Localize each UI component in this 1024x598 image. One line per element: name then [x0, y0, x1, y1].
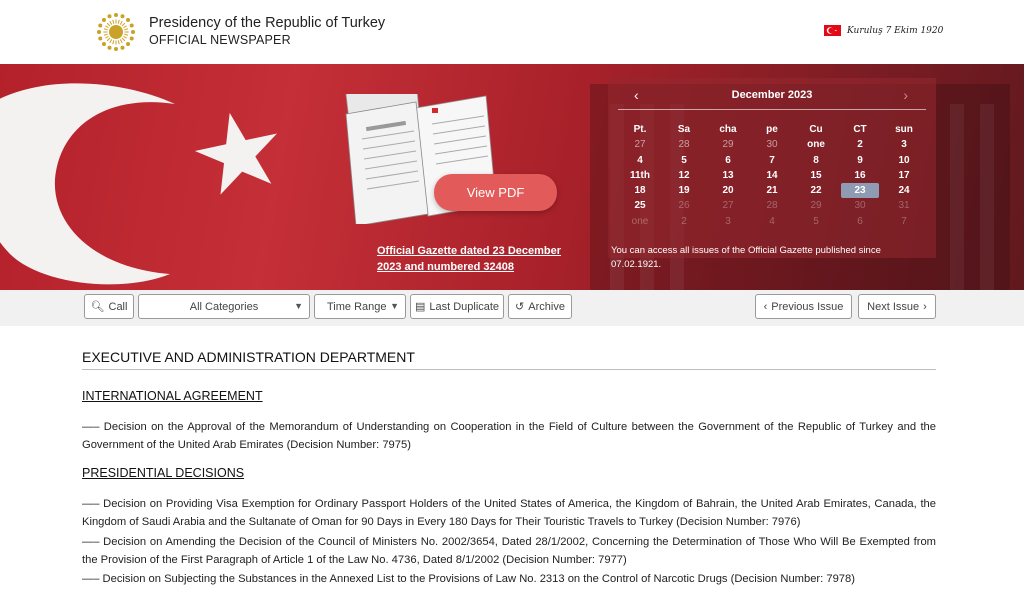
calendar-day[interactable]: 9 — [857, 154, 863, 166]
chevron-down-icon: ▼ — [390, 301, 399, 311]
calendar-prev-icon[interactable]: ‹ — [634, 87, 639, 103]
call-label: Call — [108, 300, 128, 313]
category-select-value: All Categories — [189, 300, 259, 313]
previous-issue-label: Previous Issue — [771, 300, 844, 313]
last-duplicate-label: Last Duplicate — [429, 300, 500, 313]
calendar-weekday: sun — [895, 124, 913, 135]
section-title-international-agreement[interactable]: INTERNATIONAL AGREEMENT — [82, 389, 263, 403]
calendar-day[interactable]: 16 — [854, 169, 866, 181]
calendar-day[interactable]: 29 — [722, 139, 734, 151]
issue-calendar — [608, 78, 936, 258]
time-range-select[interactable] — [314, 294, 406, 319]
calendar-day: 29 — [810, 200, 822, 212]
view-pdf-button[interactable]: View PDF — [434, 174, 557, 211]
calendar-weekday: Cu — [809, 124, 823, 135]
calendar-day[interactable]: one — [807, 139, 825, 151]
calendar-day[interactable]: 10 — [898, 154, 910, 166]
calendar-day: 31 — [898, 200, 910, 212]
hero-banner — [0, 64, 1024, 290]
gazette-issue-link[interactable]: Official Gazette dated 23 December 2023 and numbered 32408 — [377, 245, 562, 273]
category-select[interactable] — [138, 294, 310, 319]
calendar-day: one — [631, 215, 649, 227]
presidential-seal-icon[interactable] — [94, 10, 138, 54]
search-toolbar — [0, 290, 1024, 326]
calendar-day: 5 — [813, 215, 819, 227]
calendar-header — [618, 84, 926, 110]
calendar-day[interactable]: 8 — [813, 154, 819, 166]
archive-button[interactable] — [508, 294, 572, 319]
search-icon: 🔍︎ — [90, 301, 105, 313]
calendar-day[interactable]: 13 — [722, 169, 734, 181]
calendar-weekday: Pt. — [633, 124, 647, 135]
calendar-day[interactable]: 15 — [810, 169, 822, 181]
calendar-day[interactable]: 23 — [841, 183, 879, 198]
calendar-day[interactable]: 21 — [766, 185, 778, 197]
list-item[interactable]: —– Decision on Providing Visa Exemption for Ordinary Passport Holders of the United States of America, the Kingdom of Bahrain, the United Arab Emirates, Canada, the Kingdom of Saudi Arabia and the Sultanate of Oman for 90 Days in Every 180 Days for Their Touristic Travels to Turkey (Decision Number: 7976) — [82, 498, 936, 528]
calendar-weekday: CT — [853, 124, 867, 135]
calendar-day: 4 — [769, 215, 775, 227]
calendar-day[interactable]: 14 — [766, 169, 778, 181]
calendar-day[interactable]: 20 — [722, 185, 734, 197]
calendar-day: 7 — [901, 215, 907, 227]
site-header — [0, 0, 1024, 64]
calendar-grid — [618, 122, 930, 229]
calendar-day[interactable]: 28 — [678, 139, 690, 151]
calendar-day: 26 — [678, 200, 690, 212]
calendar-day[interactable]: 19 — [678, 185, 690, 197]
calendar-month-title: December 2023 — [731, 89, 813, 101]
calendar-day[interactable]: 5 — [681, 154, 687, 166]
calendar-day: 2 — [681, 215, 687, 227]
founded-banner — [824, 25, 943, 36]
calendar-weekday: pe — [766, 124, 778, 135]
chevron-right-icon: › — [923, 300, 927, 313]
calendar-day: 6 — [857, 215, 863, 227]
calendar-day: 30 — [854, 200, 866, 212]
calendar-day[interactable]: 30 — [766, 139, 778, 151]
list-item[interactable]: —– Decision on the Approval of the Memorandum of Understanding on Cooperation in the Field of Culture between the Government of the Republic of Turkey and the Government of the United Arab Emirates (Decision Number: 7975) — [82, 421, 936, 451]
previous-issue-button[interactable] — [755, 294, 852, 319]
calendar-day[interactable]: 11th — [629, 169, 650, 181]
newspaper-icon: ▤ — [414, 301, 426, 313]
divider — [82, 369, 936, 370]
calendar-day: 27 — [722, 200, 734, 212]
chevron-down-icon: ▼ — [294, 301, 303, 311]
calendar-day[interactable]: 12 — [678, 169, 690, 181]
time-range-value: Time Range — [327, 300, 387, 313]
calendar-day[interactable]: 6 — [725, 154, 731, 166]
department-title: EXECUTIVE AND ADMINISTRATION DEPARTMENT — [82, 349, 415, 365]
calendar-weekday: Sa — [677, 124, 691, 135]
brand-subtitle[interactable]: OFFICIAL NEWSPAPER — [149, 33, 291, 47]
last-duplicate-button[interactable] — [410, 294, 504, 319]
list-item[interactable]: —– Decision on Subjecting the Substances in the Annexed List to the Provisions of Law No. 2313 on the Control of Narcotic Drugs (Decision Number: 7978) — [82, 573, 855, 585]
calendar-day[interactable]: 24 — [898, 185, 910, 197]
archive-label: Archive — [528, 300, 565, 313]
history-icon: ↺ — [515, 301, 525, 313]
turkish-flag-icon — [824, 25, 841, 36]
calendar-next-icon[interactable]: › — [903, 87, 908, 103]
calendar-day[interactable]: 17 — [898, 169, 910, 181]
founded-text: Kuruluş 7 Ekim 1920 — [847, 25, 944, 36]
section-title-presidential-decisions[interactable]: PRESIDENTIAL DECISIONS — [82, 466, 245, 480]
call-button[interactable] — [84, 294, 134, 319]
next-issue-button[interactable] — [858, 294, 936, 319]
list-item[interactable]: —– Decision on Amending the Decision of the Council of Ministers No. 2002/3654, Dated 28/1/2002, Concerning the Determination of Those Who Will Be Exempted from the Provision of the First Paragraph of Article 1 of the Law No. 4736, Dated 8/1/2002 (Decision Number: 7977) — [82, 536, 936, 566]
brand-title[interactable]: Presidency of the Republic of Turkey — [149, 15, 386, 31]
calendar-day[interactable]: 3 — [901, 139, 907, 151]
calendar-day[interactable]: 22 — [810, 185, 822, 197]
calendar-weekday: cha — [719, 124, 737, 135]
calendar-day[interactable]: 27 — [634, 139, 646, 151]
next-issue-label: Next Issue — [867, 300, 920, 313]
archive-note: You can access all issues of the Official Gazette published since 07.02.1921. — [611, 245, 881, 270]
calendar-day: 28 — [766, 200, 778, 212]
calendar-day[interactable]: 25 — [634, 200, 646, 212]
calendar-day[interactable]: 7 — [769, 154, 775, 166]
calendar-day[interactable]: 2 — [857, 139, 863, 151]
calendar-day[interactable]: 18 — [634, 185, 646, 197]
calendar-day: 3 — [725, 215, 731, 227]
calendar-day[interactable]: 4 — [637, 154, 643, 166]
chevron-left-icon: ‹ — [763, 300, 768, 313]
